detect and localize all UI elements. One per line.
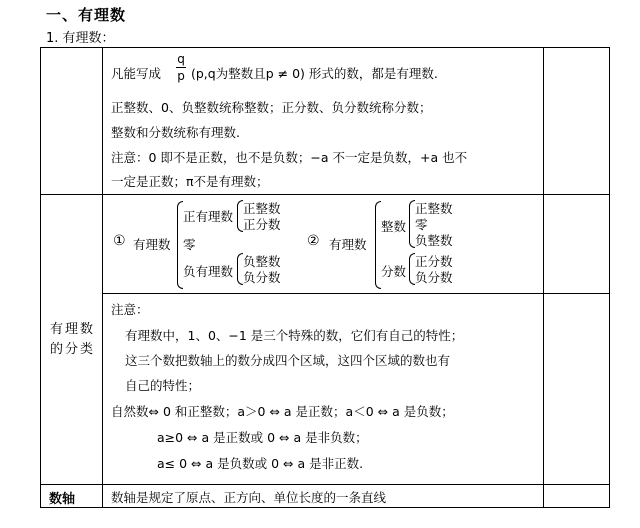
classification-label-line1: 有理数	[49, 321, 95, 337]
notes-row	[41, 294, 610, 485]
notes-line-2: 这三个数把数轴上的数分成四个区域，这四个区域的数也有	[125, 353, 451, 368]
empty-cell	[544, 485, 610, 508]
notes-line-4: 自然数⇔ 0 和正整数；a＞0 ⇔ a 是正数；a＜0 ⇔ a 是负数；	[111, 404, 454, 419]
empty-cell	[544, 195, 610, 294]
definition-prefix: 凡能写成	[111, 66, 162, 81]
scheme2-fractions: 分数	[381, 264, 407, 279]
number-line-label-cell	[41, 485, 103, 508]
scheme2-marker: ②	[307, 233, 320, 249]
rational-numbers-table	[40, 47, 610, 508]
scheme2-root: 有理数	[329, 237, 367, 252]
scheme2-neg-int: 负整数	[415, 233, 453, 248]
scheme2-pos-frac: 正分数	[415, 254, 453, 269]
definition-cell	[103, 48, 544, 195]
classification-label-line2: 的分类	[49, 341, 95, 357]
fraction-denominator: p	[177, 69, 185, 83]
fraction-bar	[176, 67, 186, 68]
definition-row	[41, 48, 610, 195]
scheme1-pos-int: 正整数	[243, 201, 281, 216]
definition-suffix: (p,q为整数且p ≠ 0) 形式的数，都是有理数.	[191, 66, 438, 81]
scheme1-pos-frac: 正分数	[243, 217, 281, 232]
fraction-numerator: q	[177, 52, 185, 66]
definition-line-2: 正整数、0、负整数统称整数；正分数、负分数统称分数；	[111, 100, 432, 115]
notes-line-3: 自己的特性；	[125, 378, 201, 393]
classification-row	[41, 195, 610, 294]
definition-line-3: 整数和分数统称有理数.	[111, 125, 240, 140]
scheme2-pos-int: 正整数	[415, 201, 453, 216]
classification-label-cell	[41, 195, 103, 485]
subsection-heading: 1. 有理数：	[46, 31, 115, 46]
scheme1-pos-rational: 正有理数	[183, 209, 234, 224]
notes-cell	[103, 294, 544, 485]
notes-line-5: a≥0 ⇔ a 是正数或 0 ⇔ a 是非负数；	[157, 430, 368, 445]
classification-schemes-cell	[103, 195, 544, 294]
scheme2-integers: 整数	[381, 219, 407, 234]
scheme1-neg-rational: 负有理数	[183, 264, 234, 279]
scheme2-neg-frac: 负分数	[415, 270, 453, 285]
number-line-text-cell	[103, 485, 544, 508]
section-heading: 一、有理数	[46, 6, 127, 24]
scheme1-root: 有理数	[133, 237, 171, 252]
number-line-label: 数轴	[49, 492, 76, 507]
notes-title: 注意：	[111, 302, 149, 317]
definition-line-5: 一定是正数；π不是有理数；	[111, 174, 269, 189]
notes-line-6: a≤ 0 ⇔ a 是负数或 0 ⇔ a 是非正数.	[157, 456, 364, 471]
notes-line-1: 有理数中，1、0、−1 是三个特殊的数，它们有自己的特性；	[125, 328, 464, 343]
scheme1-neg-int: 负整数	[243, 254, 281, 269]
empty-cell	[544, 48, 610, 195]
empty-cell	[544, 294, 610, 485]
scheme1-marker: ①	[113, 233, 126, 249]
scheme1-zero: 零	[183, 237, 196, 252]
number-line-row	[41, 485, 610, 508]
scheme2-zero: 零	[415, 217, 428, 232]
scheme1-neg-frac: 负分数	[243, 270, 281, 285]
empty-cell	[41, 48, 103, 195]
definition-line-4: 注意：0 即不是正数，也不是负数；−a 不一定是负数，+a 也不	[111, 150, 468, 165]
number-line-text: 数轴是规定了原点、正方向、单位长度的一条直线	[111, 490, 387, 505]
